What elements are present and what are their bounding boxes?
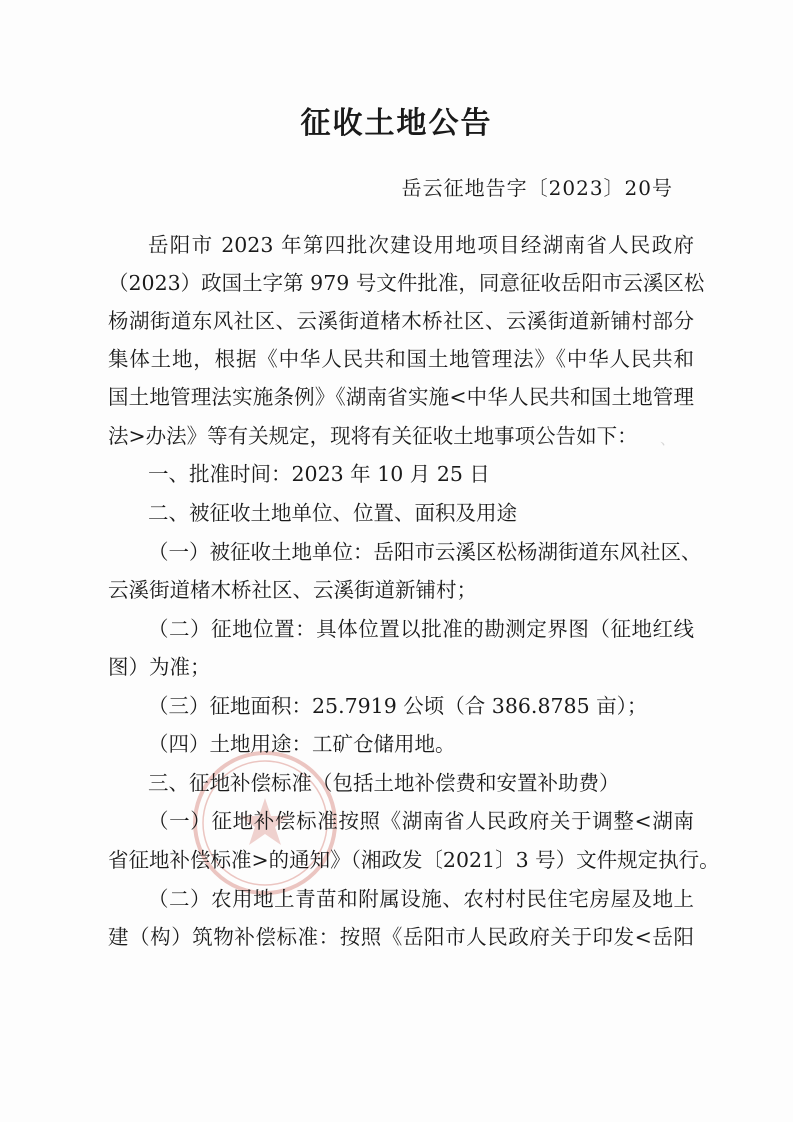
section-heading: 一、批准时间：2023 年 10 月 25 日 <box>148 462 490 486</box>
paragraph-line: 法>办法》等有关规定，现将有关征收土地事项公告如下： <box>108 424 638 448</box>
section-heading: 三、征地补偿标准（包括土地补偿费和安置补助费） <box>148 771 620 795</box>
paragraph-line: 集体土地，根据《中华人民共和国土地管理法》《中华人民共和 <box>108 347 694 371</box>
paragraph-line: 岳阳市 2023 年第四批次建设用地项目经湖南省人民政府 <box>148 233 694 257</box>
paragraph-line: （二）征地位置：具体位置以批准的勘测定界图（征地红线 <box>148 617 694 641</box>
paragraph-line: 建（构）筑物补偿标准：按照《岳阳市人民政府关于印发<岳阳 <box>108 925 694 949</box>
paragraph-line: 省征地补偿标准>的通知》（湘政发〔2021〕3 号）文件规定执行。 <box>108 848 720 872</box>
paragraph-line: （四）土地用途：工矿仓储用地。 <box>148 732 456 756</box>
document-number: 岳云征地告字〔2023〕20号 <box>401 176 673 200</box>
paragraph-line: （一）征地补偿标准按照《湖南省人民政府关于调整<湖南 <box>148 809 694 833</box>
paragraph-line: 国土地管理法实施条例》《湖南省实施<中华人民共和国土地管理 <box>108 385 694 409</box>
paragraph-line: 图）为准； <box>108 655 211 679</box>
paragraph-line: （三）征地面积：25.7919 公顷（合 386.8785 亩）； <box>148 694 648 718</box>
bleed-through-text: 、 <box>660 430 676 448</box>
paragraph-line: 云溪街道楮木桥社区、云溪街道新铺村； <box>108 578 477 602</box>
paragraph-line: （2023）政国土字第 979 号文件批准，同意征收岳阳市云溪区松 <box>108 271 705 295</box>
section-heading: 二、被征收土地单位、位置、面积及用途 <box>148 501 517 525</box>
paragraph-line: （一）被征收土地单位：岳阳市云溪区松杨湖街道东风社区、 <box>148 540 702 564</box>
page-title: 征收土地公告 <box>300 106 493 141</box>
paragraph-line: （二）农用地上青苗和附属设施、农村村民住宅房屋及地上 <box>148 887 694 911</box>
paragraph-line: 杨湖街道东风社区、云溪街道楮木桥社区、云溪街道新铺村部分 <box>108 309 694 333</box>
